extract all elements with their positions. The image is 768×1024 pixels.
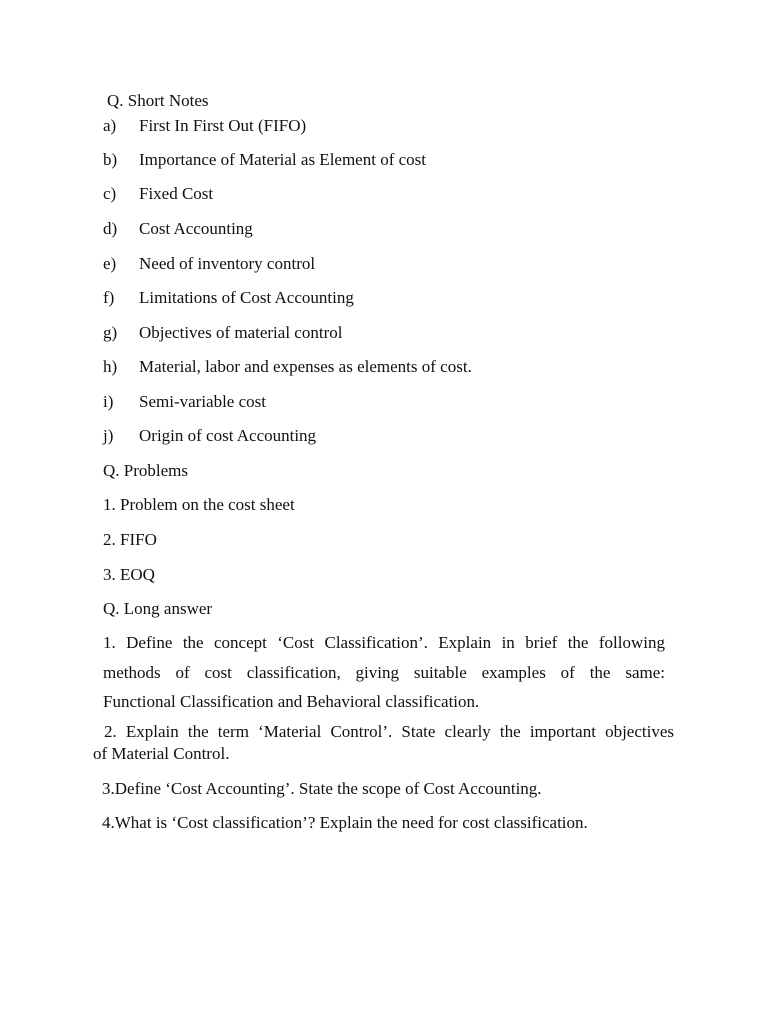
item-text: Importance of Material as Element of cost [139,150,426,169]
long-answer-heading: Q. Long answer [103,599,213,618]
problem-item: 1. Problem on the cost sheet [103,495,295,514]
item-letter: f) [103,288,115,307]
long-answer-q1-line1: 1. Define the concept ‘Cost Classification’. Explain in brief the following [103,633,665,652]
item-letter: c) [103,184,117,203]
long-answer-q3: 3.Define ‘Cost Accounting’. State the scope of Cost Accounting. [102,779,542,798]
short-notes-heading: Q. Short Notes [107,91,209,110]
long-answer-q1-line3: Functional Classification and Behavioral classification. [103,692,480,711]
item-letter: b) [103,150,118,169]
item-text: First In First Out (FIFO) [139,116,307,135]
problem-item: 3. EOQ [103,565,155,584]
long-answer-q1-line2: methods of cost classification, giving suitable examples of the same: [103,663,665,682]
item-letter: g) [103,323,118,342]
item-text: Cost Accounting [139,219,253,238]
item-letter: a) [103,116,117,135]
item-text: Origin of cost Accounting [139,426,317,445]
problems-heading: Q. Problems [103,461,188,480]
item-letter: d) [103,219,118,238]
item-letter: i) [103,392,114,411]
item-text: Material, labor and expenses as elements of cost. [139,357,472,376]
item-text: Limitations of Cost Accounting [139,288,354,307]
long-answer-q2-line1: 2. Explain the term ‘Material Control’. State clearly the important objectives [104,722,674,741]
item-letter: e) [103,254,117,273]
item-text: Objectives of material control [139,323,343,342]
item-letter: h) [103,357,118,376]
problem-item: 2. FIFO [103,530,157,549]
item-text: Need of inventory control [139,254,316,273]
long-answer-q2-line2: of Material Control. [93,744,230,763]
long-answer-q4: 4.What is ‘Cost classification’? Explain the need for cost classification. [102,813,588,832]
item-text: Fixed Cost [139,184,214,203]
item-text: Semi-variable cost [139,392,266,411]
item-letter: j) [103,426,114,445]
